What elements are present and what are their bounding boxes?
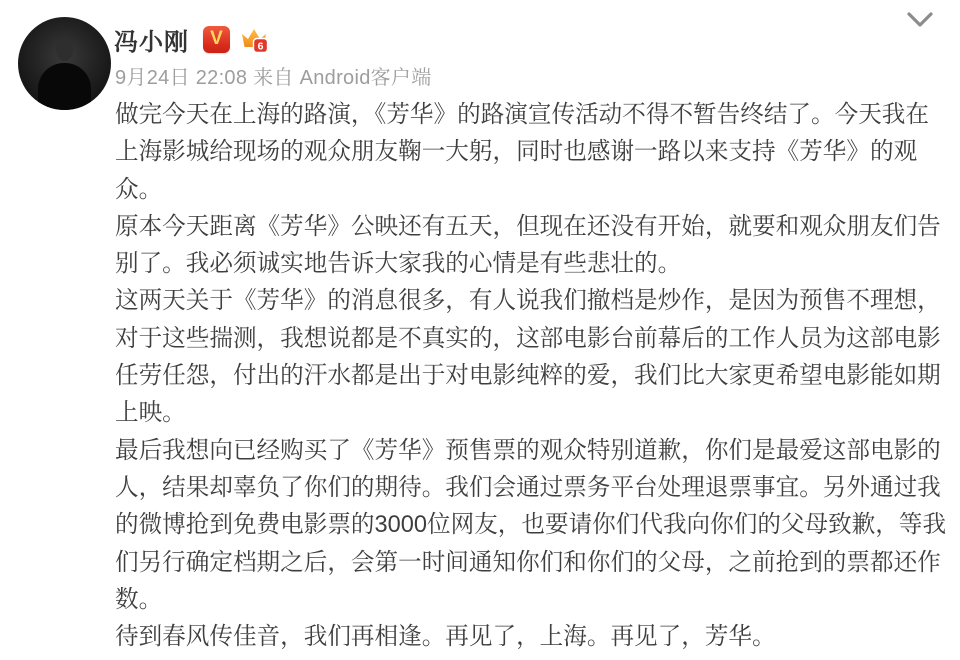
vip-level-number: 6	[257, 39, 264, 52]
post-text-line: 上海影城给现场的观众朋友鞠一大躬，同时也感谢一路以来支持《芳华》的观	[115, 139, 918, 166]
verified-v-letter: V	[210, 28, 223, 49]
post-text-line: 别了。我必须诚实地告诉大家我的心情是有些悲壮的。	[115, 251, 682, 278]
post-text-line: 任劳任怨，付出的汗水都是出于对电影纯粹的爱，我们比大家更希望电影能如期	[115, 363, 941, 390]
user-header	[114, 24, 270, 54]
post-text-line: 原本今天距离《芳华》公映还有五天，但现在还没有开始，就要和观众朋友们告	[115, 213, 941, 240]
timestamp-source[interactable]: 9月24日 22:08 来自 Android客户端	[115, 67, 432, 89]
post-paragraph	[115, 97, 947, 209]
post-text-line: 众。	[115, 176, 163, 203]
verified-v-icon	[203, 26, 230, 53]
post-text-line: 人，结果却辜负了你们的期待。我们会通过票务平台处理退票事宜。另外通过我	[115, 474, 941, 501]
user-name[interactable]: 冯小刚	[114, 28, 189, 56]
collapse-button[interactable]	[902, 8, 938, 34]
post-text-line: 对于这些揣测，我想说都是不真实的，这部电影台前幕后的工作人员为这部电影	[115, 325, 941, 352]
chevron-down-icon	[906, 11, 934, 29]
post-text-line: 最后我想向已经购买了《芳华》预售票的观众特别道歉，你们是最爱这部电影的	[115, 437, 941, 464]
post-text-line: 这两天关于《芳华》的消息很多，有人说我们撤档是炒作，是因为预售不理想，	[115, 288, 941, 315]
post-paragraph	[115, 283, 947, 432]
post-text-line: 待到春风传佳音，我们再相逢。再见了，上海。再见了，芳华。	[115, 624, 776, 651]
post-text-line: 做完今天在上海的路演，《芳华》的路演宣传活动不得不暂告终结了。今天我在	[115, 102, 929, 128]
post-paragraph	[115, 433, 947, 619]
post-text-line: 的微博抢到免费电影票的3000位网友，也要请你们代我向你们的父母致歉，等我	[115, 512, 947, 539]
post-text-line: 数。	[115, 586, 163, 613]
post-text	[115, 97, 947, 656]
post-text-line: 们另行确定档期之后，会第一时间通知你们和你们的父母，之前抢到的票都还作	[115, 549, 941, 576]
post-text-line: 上映。	[115, 400, 186, 427]
post-paragraph	[115, 209, 947, 284]
vip-crown-icon	[239, 25, 270, 54]
avatar[interactable]	[18, 17, 111, 110]
post-paragraph	[115, 619, 947, 656]
